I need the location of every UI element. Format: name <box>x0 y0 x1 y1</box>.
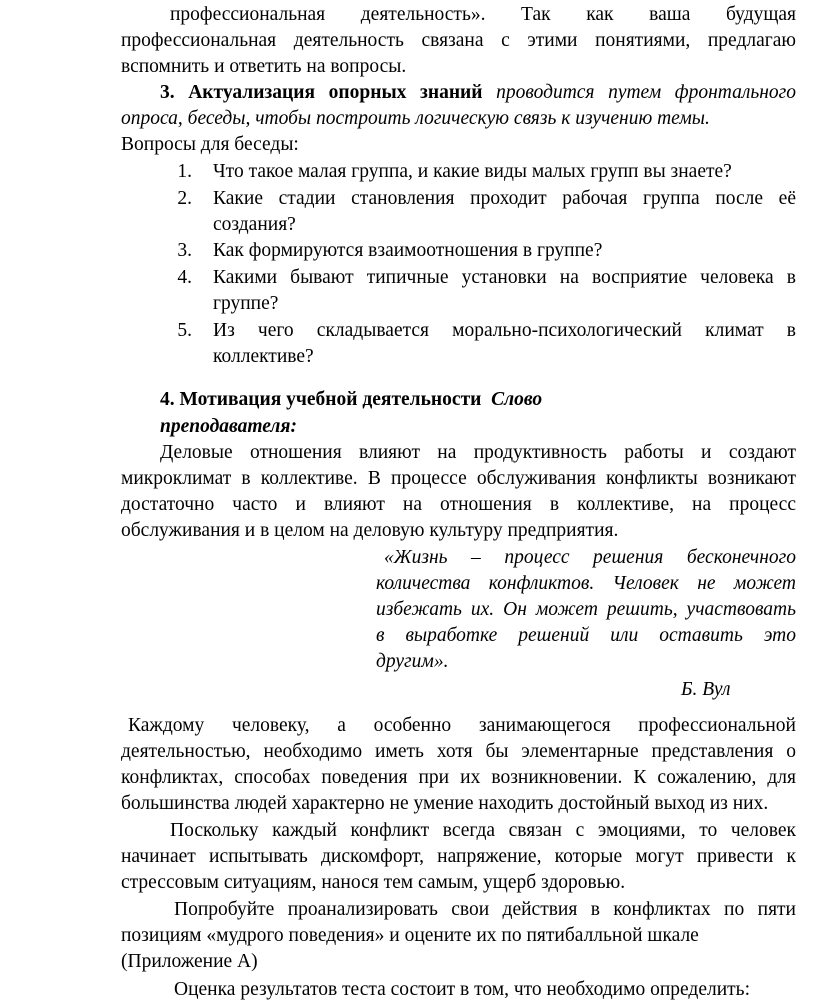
section3-heading: 3. Актуализация опорных знаний <box>160 82 483 103</box>
question-text-cont: коллективе? <box>213 346 314 367</box>
question-text: Из чего складывается морально-психологический климат в <box>213 320 796 341</box>
questions-label: Вопросы для беседы: <box>121 134 299 155</box>
para3-line-1: Поскольку каждый конфликт всегда связан с эмоциями, то человек <box>170 820 796 841</box>
quote-line-3: избежать их. Он может решить, участвовать <box>376 599 796 620</box>
intro-line-2: профессиональная деятельность связана с этими понятиями, предлагаю <box>121 30 796 51</box>
quote-line-2: количества конфликтов. Человек не может <box>376 573 796 594</box>
para1-line-1: Деловые отношения влияют на продуктивность работы и создают <box>160 442 796 463</box>
intro-line-3: вспомнить и ответить на вопросы. <box>121 56 407 77</box>
para1-line-2: микроклимат в коллективе. В процессе обслуживания конфликты возникают <box>121 468 796 489</box>
question-number: 5. <box>177 320 192 341</box>
question-text-cont: создания? <box>213 214 296 235</box>
para3-line-3: стрессовым ситуациям, нанося тем самым, ущерб здоровью. <box>121 872 626 893</box>
section4-subheading-2: преподавателя: <box>160 416 297 437</box>
para3-line-2: начинает испытывать дискомфорт, напряжение, которые могут привести к <box>121 846 796 867</box>
section3-heading-line <box>160 80 796 106</box>
question-number: 4. <box>177 267 192 288</box>
question-number: 2. <box>177 188 192 209</box>
para4-line-1: Попробуйте проанализировать свои действия в конфликтах по пяти <box>174 899 796 920</box>
para1-line-3: достаточно часто и влияют на отношения в коллективе, на процесс <box>121 494 796 515</box>
question-number: 3. <box>177 240 192 261</box>
question-text: Какие стадии становления проходит рабочая группа после её <box>213 188 796 209</box>
section3-desc-line-2: опроса, беседы, чтобы построить логическую связь к изучению темы. <box>121 108 710 129</box>
section3-desc-line-1: проводится путем фронтального <box>496 82 797 103</box>
question-text: Как формируются взаимоотношения в группе? <box>213 240 603 261</box>
quote-author: Б. Вул <box>681 679 731 700</box>
para2-line-1: Каждому человеку, а особенно занимающегося профессиональной <box>128 715 796 736</box>
quote-line-4: в выработке решений или оставить это <box>376 625 796 646</box>
para1-line-4: обслуживания и в целом на деловую культуру предприятия. <box>121 520 619 541</box>
intro-line-1: профессиональная деятельность». Так как ваша будущая <box>170 4 796 25</box>
section4-subheading-1: Слово <box>491 389 543 410</box>
quote-line-5: другим». <box>376 651 449 672</box>
para2-line-2: деятельностью, необходимо иметь хотя бы элементарные представления о <box>121 741 796 762</box>
question-text-cont: группе? <box>213 293 279 314</box>
quote-line-1: «Жизнь – процесс решения бесконечного <box>384 547 796 568</box>
section4-heading: 4. Мотивация учебной деятельности <box>160 389 482 410</box>
para2-line-4: большинства людей характерно не умение находить достойный выход из них. <box>121 793 769 814</box>
question-text: Что такое малая группа, и какие виды малых групп вы знаете? <box>213 161 732 182</box>
question-number: 1. <box>177 161 192 182</box>
para4-line-3: (Приложение А) <box>121 951 258 972</box>
question-text: Какими бывают типичные установки на восприятие человека в <box>213 267 796 288</box>
section4-heading-line <box>160 387 542 413</box>
para2-line-3: конфликтах, способах поведения при их возникновении. К сожалению, для <box>121 767 796 788</box>
para4-line-2: позициям «мудрого поведения» и оцените их по пятибалльной шкале <box>121 925 699 946</box>
para5-line-1: Оценка результатов теста состоит в том, что необходимо определить: <box>174 979 750 1000</box>
